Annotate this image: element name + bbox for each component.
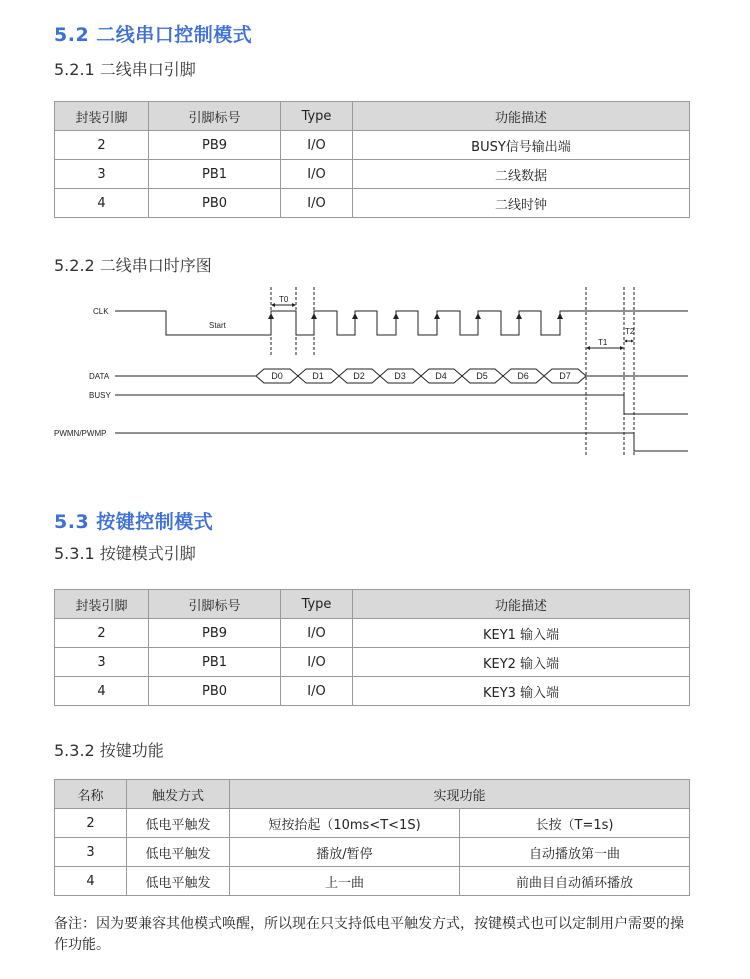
- t0-label: T0: [279, 295, 289, 304]
- data-bit-label: D1: [312, 371, 324, 381]
- header-cell: 名称: [55, 780, 127, 809]
- table-cell: 播放/暂停: [230, 838, 460, 867]
- table-cell: PB1: [149, 648, 281, 677]
- data-bit-label: D2: [353, 371, 365, 381]
- t1-label: T1: [598, 338, 608, 347]
- header-cell: 实现功能: [230, 780, 690, 809]
- table-cell: 3: [55, 838, 127, 867]
- table-cell: KEY3 输入端: [353, 677, 690, 706]
- table-cell: 低电平触发: [127, 809, 230, 838]
- table-cell: 二线数据: [353, 160, 690, 189]
- table-cell: 4: [55, 867, 127, 896]
- key-function-table: [54, 779, 690, 896]
- data-bit-label: D3: [394, 371, 406, 381]
- table-header-row: [55, 590, 690, 619]
- rising-edge-arrow: [434, 313, 440, 319]
- table-cell: I/O: [281, 160, 353, 189]
- table-row: [55, 189, 690, 218]
- table-cell: 长按（T=1s): [460, 809, 690, 838]
- table-cell: I/O: [281, 131, 353, 160]
- rising-edge-arrow: [352, 313, 358, 319]
- table-cell: PB1: [149, 160, 281, 189]
- data-bit-label: D5: [476, 371, 488, 381]
- footnote: 备注：因为要兼容其他模式唤醒，所以现在只支持低电平触发方式，按键模式也可以定制用户需要的操作功能。: [54, 916, 684, 953]
- table-row: [55, 677, 690, 706]
- subsection-title-5-3-1: 5.3.1 按键模式引脚: [54, 544, 196, 563]
- table-cell: 上一曲: [230, 867, 460, 896]
- header-cell: 功能描述: [353, 102, 690, 131]
- arrow-head: [586, 346, 590, 350]
- data-bit-label: D7: [559, 371, 571, 381]
- rising-edge-arrow: [393, 313, 399, 319]
- table-cell: KEY1 输入端: [353, 619, 690, 648]
- table-cell: 2: [55, 619, 149, 648]
- header-cell: 引脚标号: [149, 590, 281, 619]
- arrow-head: [620, 346, 624, 350]
- arrow-head: [292, 303, 296, 307]
- table-cell: I/O: [281, 189, 353, 218]
- table-cell: PB9: [149, 619, 281, 648]
- header-cell: 封装引脚: [55, 590, 149, 619]
- signal-label-data: DATA: [89, 372, 110, 381]
- busy-waveform: [115, 395, 688, 414]
- table-header-row: [55, 102, 690, 131]
- pin-table-two-wire: [54, 101, 690, 218]
- table-row: [55, 809, 690, 838]
- header-cell: 引脚标号: [149, 102, 281, 131]
- table-cell: 2: [55, 809, 127, 838]
- table-row: [55, 160, 690, 189]
- rising-edge-arrow: [516, 313, 522, 319]
- table-cell: I/O: [281, 677, 353, 706]
- table-cell: 短按抬起（10ms<T<1S): [230, 809, 460, 838]
- signal-label-clk: CLK: [93, 307, 109, 316]
- header-cell: 封装引脚: [55, 102, 149, 131]
- table-cell: I/O: [281, 619, 353, 648]
- header-cell: Type: [281, 102, 353, 131]
- table-cell: 3: [55, 648, 149, 677]
- table-cell: 低电平触发: [127, 838, 230, 867]
- table-cell: I/O: [281, 648, 353, 677]
- table-cell: 2: [55, 131, 149, 160]
- pwm-waveform: [115, 433, 688, 451]
- table-row: [55, 867, 690, 896]
- start-label: Start: [209, 321, 226, 330]
- table-cell: BUSY信号输出端: [353, 131, 690, 160]
- table-header-row: [55, 780, 690, 809]
- table-cell: 4: [55, 189, 149, 218]
- subsection-title-5-2-1: 5.2.1 二线串口引脚: [54, 60, 196, 79]
- signal-label-pwm: PWMN/PWMP: [54, 429, 107, 438]
- subsection-title-5-2-2: 5.2.2 二线串口时序图: [54, 256, 212, 275]
- table-cell: 3: [55, 160, 149, 189]
- timing-diagram: [0, 280, 750, 465]
- table-cell: KEY2 输入端: [353, 648, 690, 677]
- table-row: [55, 838, 690, 867]
- subsection-title-5-3-2: 5.3.2 按键功能: [54, 741, 164, 760]
- rising-edge-arrow: [475, 313, 481, 319]
- table-cell: 4: [55, 677, 149, 706]
- clk-waveform: [115, 311, 688, 335]
- table-row: [55, 131, 690, 160]
- pin-table-key-mode: [54, 589, 690, 706]
- section-title-5-3: 5.3 按键控制模式: [54, 511, 214, 533]
- header-cell: Type: [281, 590, 353, 619]
- table-cell: 二线时钟: [353, 189, 690, 218]
- data-bit-label: D6: [517, 371, 529, 381]
- data-bit-label: D0: [271, 371, 283, 381]
- table-cell: 前曲目自动循环播放: [460, 867, 690, 896]
- header-cell: 触发方式: [127, 780, 230, 809]
- data-bit-label: D4: [435, 371, 447, 381]
- header-cell: 功能描述: [353, 590, 690, 619]
- table-cell: PB9: [149, 131, 281, 160]
- signal-label-busy: BUSY: [89, 391, 111, 400]
- table-cell: 低电平触发: [127, 867, 230, 896]
- rising-edge-arrow: [557, 313, 563, 319]
- table-row: [55, 648, 690, 677]
- t2-label: T2: [625, 327, 635, 336]
- table-row: [55, 619, 690, 648]
- arrow-head: [271, 303, 275, 307]
- table-cell: PB0: [149, 677, 281, 706]
- table-cell: 自动播放第一曲: [460, 838, 690, 867]
- table-cell: PB0: [149, 189, 281, 218]
- section-title-5-2: 5.2 二线串口控制模式: [54, 24, 253, 46]
